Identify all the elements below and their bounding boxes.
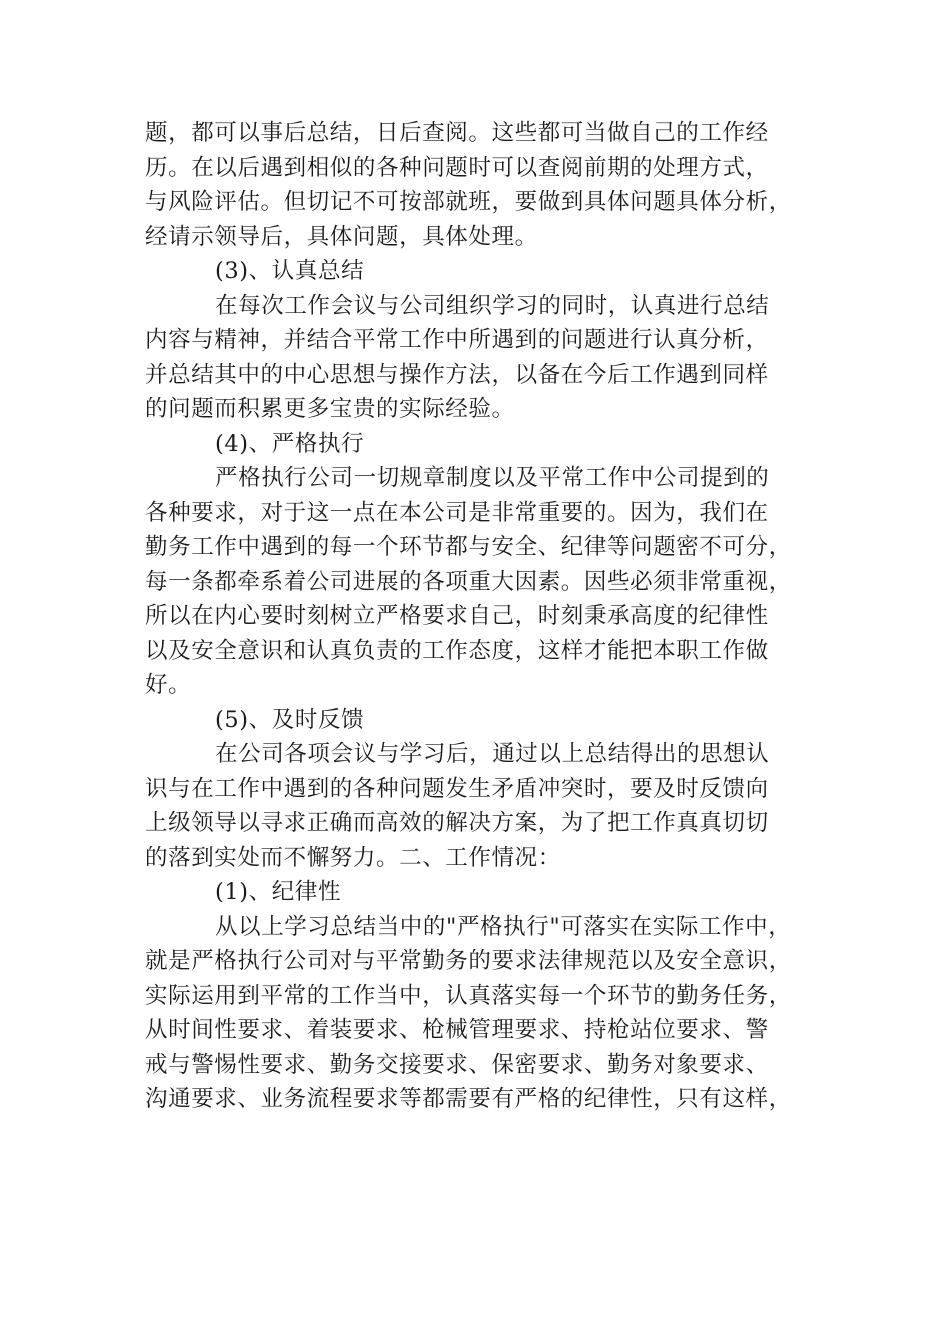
text-line: 题，都可以事后总结，日后查阅。这些都可当做自己的工作经 (145, 120, 769, 146)
text-line: (1)、纪律性 (215, 879, 342, 905)
text-line: 实际运用到平常的工作当中，认真落实每一个环节的勤务任务， (145, 982, 792, 1009)
text-line: 内容与精神，并结合平常工作中所遇到的问题进行认真分析， (145, 327, 769, 353)
text-line: 严格执行公司一切规章制度以及平常工作中公司提到的 (215, 465, 770, 491)
text-line: 每一条都牵系着公司进展的各项重大因素。因些必须非常重视， (145, 568, 792, 595)
text-line: 上级领导以寻求正确而高效的解决方案，为了把工作真真切切 (145, 810, 769, 836)
text-line: 在每次工作会议与公司组织学习的同时，认真进行总结 (215, 292, 770, 319)
text-line: 并总结其中的中心思想与操作方法，以备在今后工作遇到同样 (145, 361, 769, 388)
text-line: 从时间性要求、着装要求、枪械管理要求、持枪站位要求、警 (145, 1017, 769, 1043)
text-line: 所以在内心要时刻树立严格要求自己，时刻秉承高度的纪律性 (145, 603, 769, 629)
text-line: 经请示领导后，具体问题，具体处理。 (145, 223, 538, 250)
text-line: 从以上学习总结当中的"严格执行"可落实在实际工作中， (215, 913, 792, 940)
text-line: 的问题而积累更多宝贵的实际经验。 (145, 396, 515, 422)
text-line: 沟通要求、业务流程要求等都需要有严格的纪律性，只有这样， (145, 1086, 792, 1112)
text-line: 在公司各项会议与学习后，通过以上总结得出的思想认 (215, 741, 770, 767)
text-line: 以及安全意识和认真负责的工作态度，这样才能把本职工作做 (145, 637, 769, 664)
text-line: (3)、认真总结 (215, 258, 365, 284)
text-line: (5)、及时反馈 (215, 706, 365, 733)
text-line: 各种要求，对于这一点在本公司是非常重要的。因为，我们在 (145, 499, 769, 526)
text-line: 历。在以后遇到相似的各种问题时可以查阅前期的处理方式， (145, 154, 769, 181)
document-body (145, 116, 805, 1117)
text-line: 的落到实处而不懈努力。二、工作情况： (145, 844, 561, 871)
text-line: 好。 (145, 672, 192, 698)
text-line: (4)、严格执行 (215, 430, 365, 457)
text-line: 与风险评估。但切记不可按部就班，要做到具体问题具体分析， (145, 189, 792, 215)
text-line: 戒与警惕性要求、勤务交接要求、保密要求、勤务对象要求、 (145, 1051, 769, 1078)
text-line: 就是严格执行公司对与平常勤务的要求法律规范以及安全意识， (145, 948, 792, 974)
text-line: 勤务工作中遇到的每一个环节都与安全、纪律等问题密不可分， (145, 534, 792, 560)
text-line: 识与在工作中遇到的各种问题发生矛盾冲突时，要及时反馈向 (145, 775, 769, 802)
